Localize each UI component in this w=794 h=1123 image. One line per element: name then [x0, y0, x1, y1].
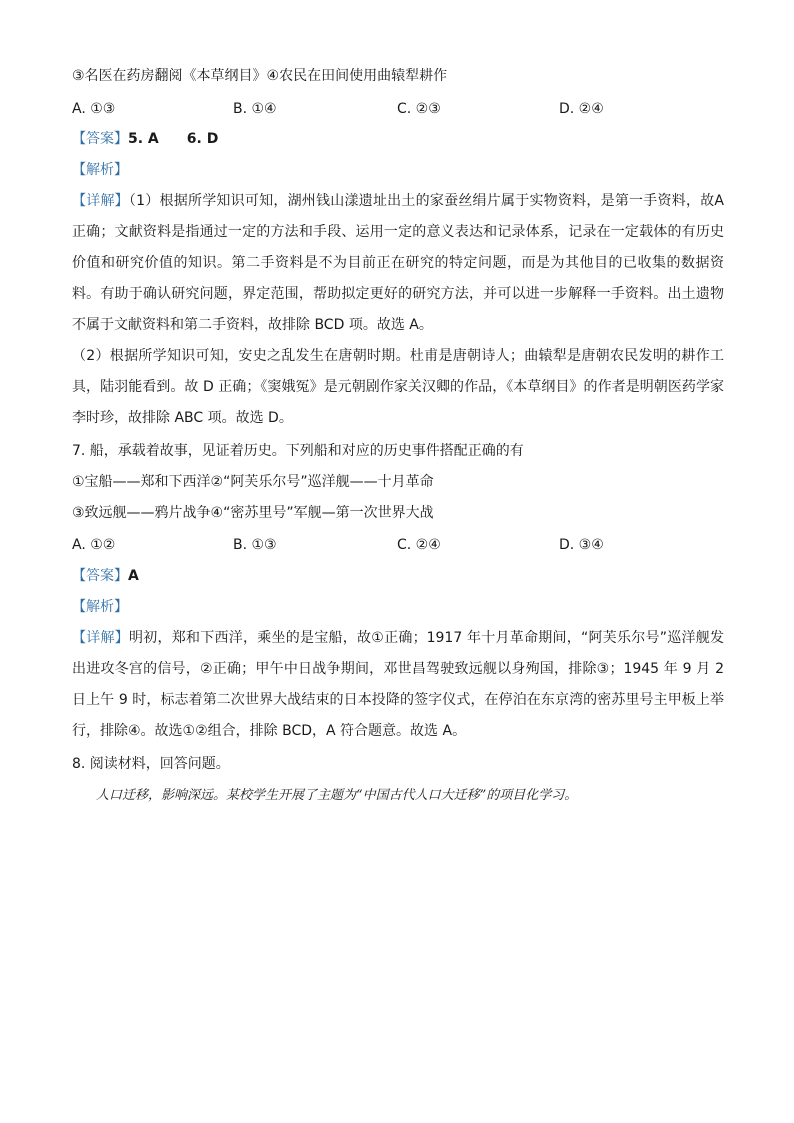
q7-option-c: C. ②④ [397, 537, 441, 553]
detail-label: 【详解】 [72, 193, 129, 209]
q7-option-b: B. ①③ [233, 537, 277, 553]
q6-option-b: B. ①④ [233, 101, 277, 117]
q7-option-d: D. ③④ [559, 537, 604, 553]
q8-material: 人口迁移，影响深远。某校学生开展了主题为“中国古代人口大迁移”的项目化学习。 [96, 788, 578, 803]
q6-option-c: C. ②③ [397, 101, 441, 117]
q6-option-line: ③名医在药房翻阅《本草纲目》④农民在田间使用曲辕犁耕作 [72, 68, 448, 84]
q7-option-a: A. ①② [72, 537, 116, 553]
q7-line1: ①宝船——郑和下西洋②“阿芙乐尔号”巡洋舰——十月革命 [72, 474, 434, 490]
q7-line2: ③致远舰——鸦片战争④“密苏里号”军舰—第一次世界大战 [72, 505, 434, 521]
q6-option-d: D. ②④ [559, 101, 604, 117]
q8-stem: 8. 阅读材料，回答问题。 [72, 756, 230, 772]
answer-7 [72, 566, 139, 586]
q7-stem: 7. 船，承载着故事，见证着历史。下列船和对应的历史事件搭配正确的有 [72, 443, 524, 459]
detail-7-p1 [72, 623, 724, 747]
detail-56-p2: （2）根据所学知识可知，安史之乱发生在唐朝时期。杜甫是唐朝诗人；曲辕犁是唐朝农民发明的耕作工具，陆羽能看到。故 D 正确；《窦娥冤》是元朝剧作家关汉卿的作品，《本草纲目》的作者是明朝医药学家李时珍，故排除 ABC 项。故选 D。 [72, 348, 724, 426]
detail-56-p1 [72, 186, 724, 341]
answer-value: 5. A 6. D [128, 131, 219, 147]
answer-56 [72, 129, 218, 149]
detail-text: （1）根据所学知识可知，湖州钱山漾遗址出土的家蚕丝绢片属于实物资料，是第一手资料，故A正确；文献资料是指通过一定的方法和手段、运用一定的意义表达和记录体系，记录在一定载体的有历史价值和研究价值的知识。第二手资料是不为目前正在研究的特定问题，而是为其他目的已收集的数据资料。有助于确认研究问题，界定范围，帮助拟定更好的研究方法，并可以进一步解释一手资料。出土遗物不属于文献资料和第二手资料，故排除 BCD 项。故选 A。 [72, 193, 725, 333]
detail-text: 明初，郑和下西洋，乘坐的是宝船，故①正确；1917 年十月革命期间，“阿芙乐尔号”巡洋舰发出进攻冬宫的信号，②正确；甲午中日战争期间，邓世昌驾驶致远舰以身殉国，排除③；1945 年 9 月 2 日上午 9 时，标志着第二次世界大战结束的日本投降的签字仪式，在停泊在东京湾的密苏里号主甲板上举行，排除④。故选①②组合，排除 BCD，A 符合题意。故选 A。 [72, 630, 724, 739]
answer-label: 【答案】 [72, 131, 128, 147]
analysis-label-2: 【解析】 [72, 599, 128, 615]
answer-value: A [128, 568, 139, 584]
analysis-label: 【解析】 [72, 162, 128, 178]
detail-label: 【详解】 [72, 630, 130, 646]
q6-option-a: A. ①③ [72, 101, 116, 117]
answer-label: 【答案】 [72, 568, 128, 584]
